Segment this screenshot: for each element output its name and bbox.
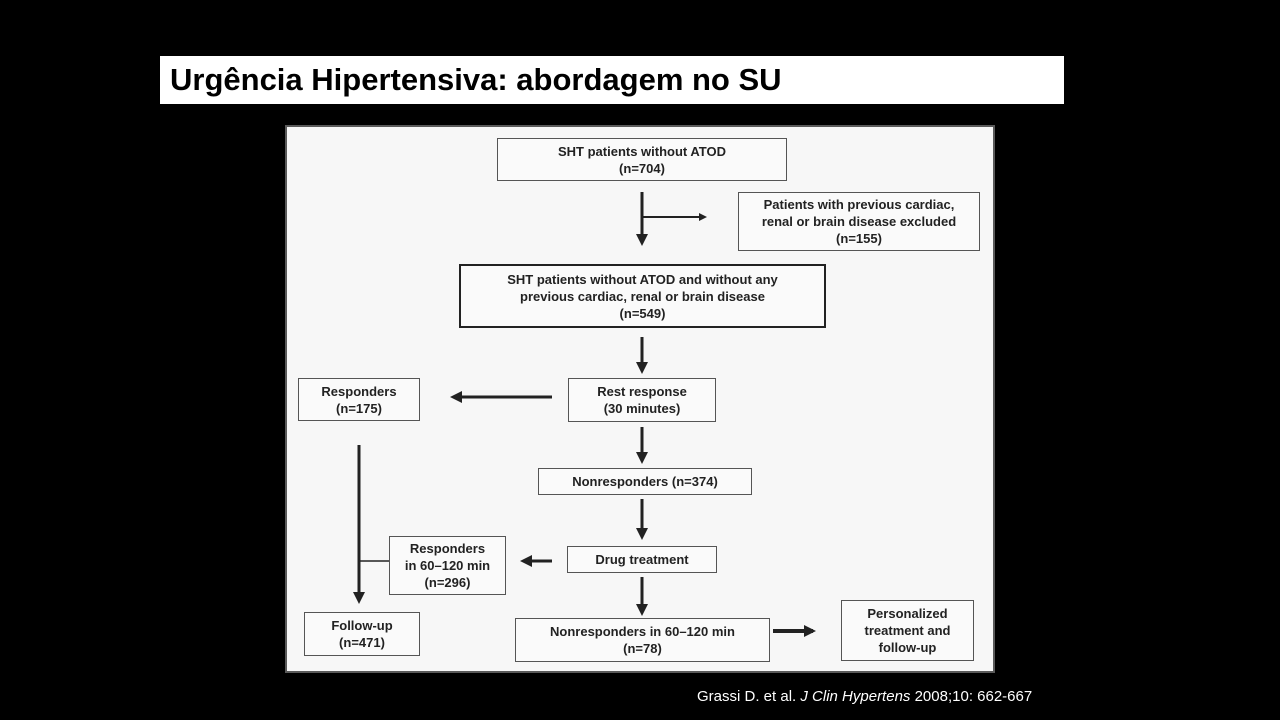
box-nonresponders: Nonresponders (n=374) <box>538 468 752 495</box>
box-followup: Follow-up (n=471) <box>304 612 420 656</box>
box-responders: Responders (n=175) <box>298 378 420 421</box>
box-nonresponders-late: Nonresponders in 60–120 min (n=78) <box>515 618 770 662</box>
box-excluded: Patients with previous cardiac, renal or brain disease excluded (n=155) <box>738 192 980 251</box>
citation <box>697 688 1032 705</box>
box-rest-response: Rest response (30 minutes) <box>568 378 716 422</box>
box-eligible: SHT patients without ATOD and without any previous cardiac, renal or brain disease (n=549) <box>459 264 826 328</box>
box-start: SHT patients without ATOD (n=704) <box>497 138 787 181</box>
box-responders-late: Responders in 60–120 min (n=296) <box>389 536 506 595</box>
flowchart-figure <box>285 125 995 673</box>
slide-title: Urgência Hipertensiva: abordagem no SU <box>170 62 782 97</box>
box-personalized: Personalized treatment and follow-up <box>841 600 974 661</box>
box-drug-treatment: Drug treatment <box>567 546 717 573</box>
slide-title-bar <box>160 56 1064 104</box>
citation-details: 2008;10: 662-667 <box>914 688 1033 705</box>
citation-authors: Grassi D. et al. <box>697 688 797 705</box>
citation-journal: J Clin Hypertens <box>800 688 911 705</box>
